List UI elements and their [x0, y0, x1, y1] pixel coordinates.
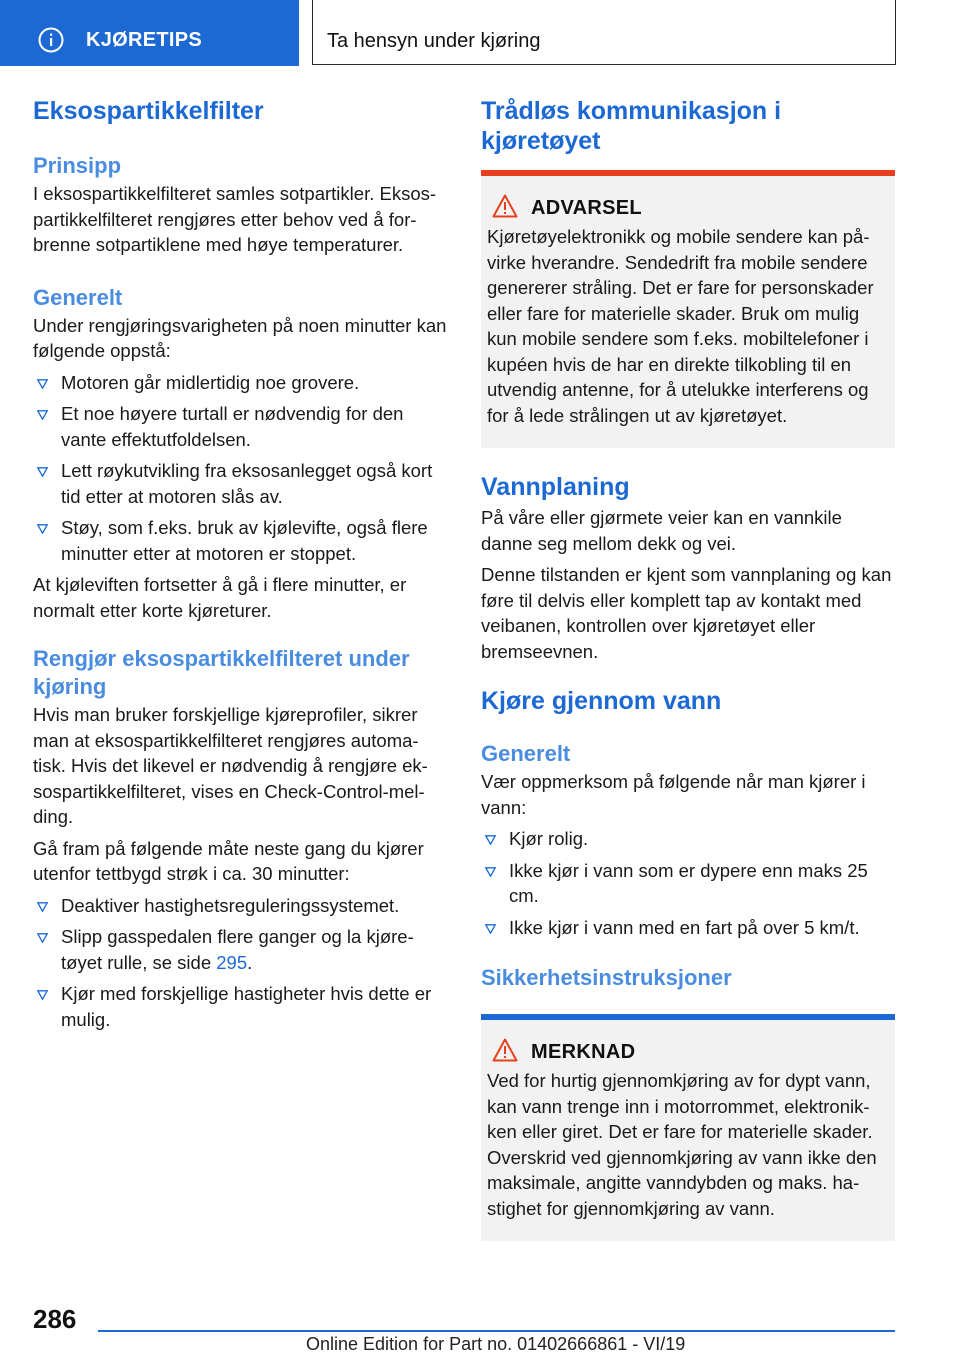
list-item: Ikke kjør i vann som er dypere enn maks 25 cm.: [481, 858, 895, 909]
triangle-bullet-icon: [37, 990, 48, 1000]
list-item: Kjør med forskjellige hastigheter hvis dette er mulig.: [33, 981, 447, 1032]
info-circle-icon: [38, 27, 64, 53]
triangle-bullet-icon: [37, 902, 48, 912]
chapter-title-box: [312, 0, 896, 65]
rengjor-list: [33, 893, 447, 1033]
list-item: Ikke kjør i vann med en fart på over 5 km/t.: [481, 915, 895, 941]
merknad-box: [481, 1014, 895, 1241]
triangle-bullet-icon: [37, 467, 48, 477]
list-item: Motoren går midlertidig noe grovere.: [33, 370, 447, 396]
section-tab[interactable]: [0, 0, 299, 66]
heading-eksospartikkelfilter: Eksospartikkelfilter: [33, 97, 264, 125]
list-item: Støy, som f.eks. bruk av kjølevifte, også flere minutter etter at motoren er stoppet.: [33, 515, 447, 566]
triangle-bullet-icon: [37, 410, 48, 420]
advarsel-title: ADVARSEL: [531, 197, 642, 219]
triangle-bullet-icon: [37, 379, 48, 389]
footer-divider: [98, 1330, 895, 1332]
generelt-text: Under rengjøringsvarigheten på noen minutter kan følgende oppstå:: [33, 314, 447, 361]
triangle-bullet-icon: [485, 867, 496, 877]
page-link-295[interactable]: 295: [216, 951, 248, 973]
section-tab-label: KJØRETIPS: [86, 29, 203, 51]
right-column: [481, 96, 895, 1241]
list-item: Kjør rolig.: [481, 826, 895, 852]
left-column: [33, 96, 447, 1032]
advarsel-box: [481, 170, 895, 448]
vann-list: [481, 826, 895, 940]
heading-rengjor: Rengjør eksospartikkelfilteret under kjøring: [33, 646, 410, 699]
advarsel-text: Kjøretøyelektronikk og mobile sendere kan på-virke hverandre. Sendedrift fra mobile sendere genererer stråling. Det er fare for personskader eller fare for materielle skader. Bruk om mulig kun mobile sendere som f.eks. mobiltelefoner i kupéen hvis de har en direkte tilkobling til en utvendig antenne, for å utelukke interferens og for å lede strålingen ut av kjøretøyet.: [487, 226, 874, 426]
triangle-bullet-icon: [485, 835, 496, 845]
rengjor-text-2: Gå fram på følgende måte neste gang du kjører utenfor tettbygd strøk i ca. 30 minutter:: [33, 837, 424, 884]
generelt-vann-text: Vær oppmerksom på følgende når man kjører i vann:: [481, 771, 866, 818]
heading-generelt-vann: Generelt: [481, 741, 571, 766]
merknad-text: Ved for hurtig gjennomkjøring av for dypt vann, kan vann trenge inn i motorrommet, elektronik-ken eller giret. Det er fare for materielle skader. Overskrid ved gjennomkjøring av vann ikke den maksimale, angitte vanndybden og maks. ha-stighet for gjennomkjøring av vann.: [487, 1070, 877, 1219]
list-item: Slipp gasspedalen flere ganger og la kjøre-tøyet rulle, se side 295.: [33, 924, 447, 975]
list-item: Et noe høyere turtall er nødvendig for den vante effektutfoldelsen.: [33, 401, 447, 452]
vannplaning-text-2: Denne tilstanden er kjent som vannplaning og kan føre til delvis eller komplett tap av kontakt med veibanen, kontrollen over kjøretøyet eller bremseevnen.: [481, 564, 892, 662]
edition-text: Online Edition for Part no. 01402666861 - VI/19: [306, 1334, 686, 1354]
triangle-bullet-icon: [37, 933, 48, 943]
list-item: Deaktiver hastighetsreguleringssystemet.: [33, 893, 447, 919]
generelt-list: [33, 370, 447, 567]
rengjor-text-1: Hvis man bruker forskjellige kjøreprofiler, sikrer man at eksospartikkelfilteret rengjøres automa-tisk. Hvis det likevel er nødvendig å rengjøre ek-sospartikkelfilteret, vises en Check-Control-mel-ding.: [33, 704, 428, 827]
triangle-bullet-icon: [37, 524, 48, 534]
generelt-after-text: At kjøleviften fortsetter å gå i flere minutter, er normalt etter korte kjøreturer.: [33, 574, 407, 621]
heading-generelt: Generelt: [33, 284, 123, 310]
chapter-title: Ta hensyn under kjøring: [327, 30, 541, 52]
vannplaning-text-1: På våre eller gjørmete veier kan en vannkile danne seg mellom dekk og vei.: [481, 507, 842, 554]
page-number: 286: [33, 1304, 77, 1334]
list-item: Lett røykutvikling fra eksosanlegget også kort tid etter at motoren slås av.: [33, 458, 447, 509]
heading-sikkerhetsinstruksjoner: Sikkerhetsinstruksjoner: [481, 965, 732, 990]
triangle-bullet-icon: [485, 924, 496, 934]
warning-triangle-icon: [492, 1038, 518, 1062]
heading-vannplaning: Vannplaning: [481, 473, 630, 501]
heading-tradlos-kommunikasjon: Trådløs kommunikasjon i kjøretøyet: [481, 97, 782, 155]
merknad-title: MERKNAD: [531, 1041, 636, 1063]
warning-triangle-icon: [492, 194, 518, 218]
heading-prinsipp: Prinsipp: [33, 153, 122, 178]
prinsipp-text: I eksospartikkelfilteret samles sotpartikler. Eksos-partikkelfilteret rengjøres etter behov ved å for-brenne sotpartiklene med høye temperaturer.: [33, 183, 437, 255]
heading-kjore-gjennom-vann: Kjøre gjennom vann: [481, 687, 722, 715]
